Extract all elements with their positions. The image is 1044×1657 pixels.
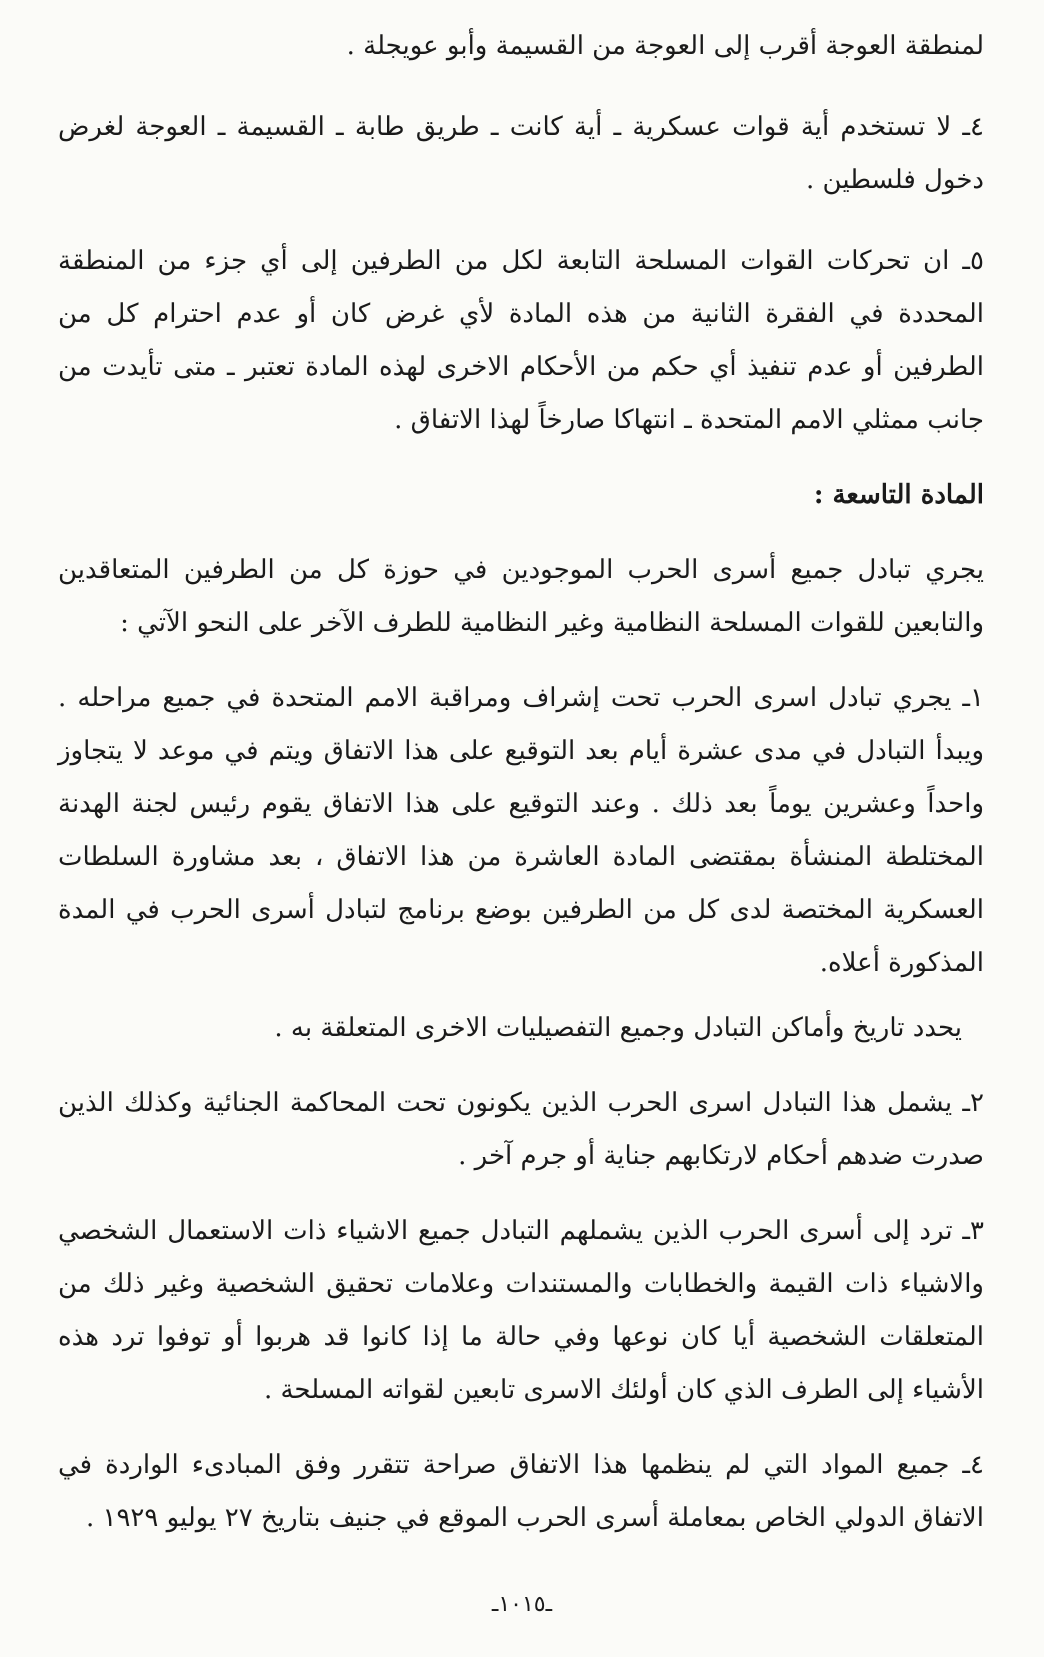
paragraph-item-4: ٤ـ لا تستخدم أية قوات عسكرية ـ أية كانت ـ طريق طابة ـ القسيمة ـ العوجة لغرض دخول فلسطين . (58, 112, 984, 195)
page-number: ـ١٠١٥ـ (491, 1592, 553, 1617)
paragraph-item-5: ٥ـ ان تحركات القوات المسلحة التابعة لكل من الطرفين إلى أي جزء من المنطقة المحددة في الفقرة الثانية من هذه المادة لأي غرض كان أو عدم احترام كل من الطرفين أو عدم تنفيذ أي حكم من الأحكام الاخرى لهذه المادة تعتبر ـ متى تأيدت من جانب ممثلي الامم المتحدة ـ انتهاكا صارخاً لهذا الاتفاق . (58, 246, 984, 435)
document-body (58, 20, 984, 1545)
article-clause-2: ٢ـ يشمل هذا التبادل اسرى الحرب الذين يكونون تحت المحاكمة الجنائية وكذلك الذين صدرت ضدهم أحكام لارتكابهم جناية أو جرم آخر . (58, 1088, 984, 1171)
article-clause-1: ١ـ يجري تبادل اسرى الحرب تحت إشراف ومراقبة الامم المتحدة في جميع مراحله . ويبدأ التبادل في مدى عشرة أيام بعد التوقيع على هذا الاتفاق ويتم في موعد لا يتجاوز واحداً وعشرين يوماً بعد ذلك . وعند التوقيع على هذا الاتفاق يقوم رئيس لجنة الهدنة المختلطة المنشأة بمقتضى المادة العاشرة من هذا الاتفاق ، بعد مشاورة السلطات العسكرية المختصة لدى كل من الطرفين بوضع برنامج لتبادل أسرى الحرب في المدة المذكورة أعلاه. (58, 683, 984, 978)
article-clause-4: ٤ـ جميع المواد التي لم ينظمها هذا الاتفاق صراحة تتقرر وفق المبادىء الواردة في الاتفاق الدولي الخاص بمعاملة أسرى الحرب الموقع في جنيف بتاريخ ٢٧ يوليو ١٩٢٩ . (58, 1450, 984, 1533)
paragraph-continuation: لمنطقة العوجة أقرب إلى العوجة من القسيمة وأبو عويجلة . (346, 31, 984, 61)
article-clause-3: ٣ـ ترد إلى أسرى الحرب الذين يشملهم التبادل جميع الاشياء ذات الاستعمال الشخصي والاشياء ذات القيمة والخطابات والمستندات وعلامات تحقيق الشخصية وغير ذلك من المتعلقات الشخصية أيا كان نوعها وفي حالة ما إذا كانوا قد هربوا أو توفوا ترد هذه الأشياء إلى الطرف الذي كان أولئك الاسرى تابعين لقواته المسلحة . (58, 1216, 984, 1405)
article-heading: المادة التاسعة : (813, 480, 984, 510)
article-intro: يجري تبادل جميع أسرى الحرب الموجودين في حوزة كل من الطرفين المتعاقدين والتابعين للقوات المسلحة النظامية وغير النظامية للطرف الآخر على النحو الآتي : (58, 555, 984, 638)
article-clause-1-continuation: يحدد تاريخ وأماكن التبادل وجميع التفصيليات الاخرى المتعلقة به . (274, 1013, 962, 1043)
